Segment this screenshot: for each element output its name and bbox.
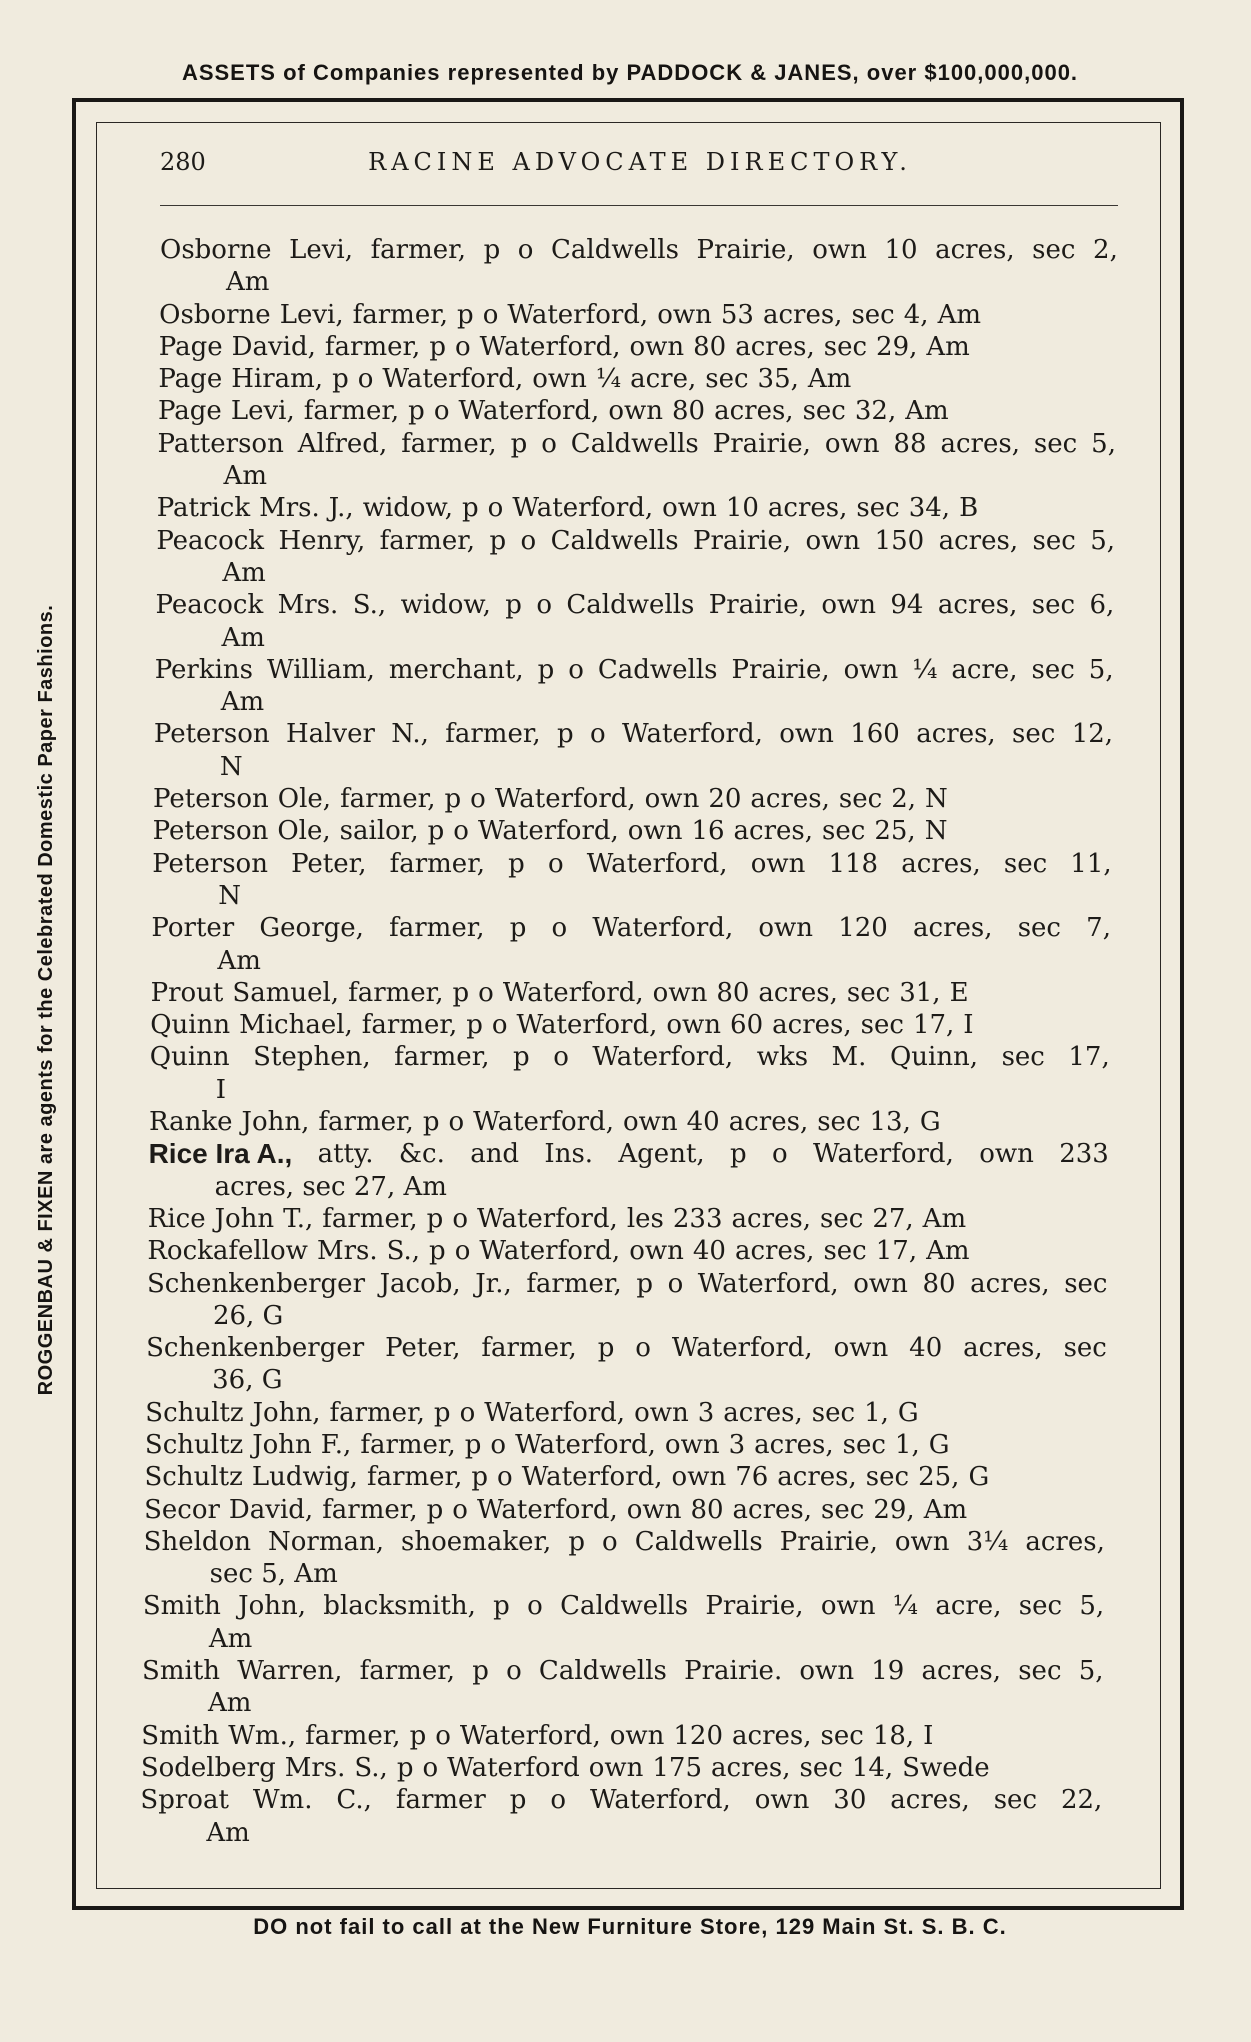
entry-continuation: Am <box>223 461 267 492</box>
entry-continuation: Am <box>208 1623 253 1654</box>
entry-continuation: sec 5, Am <box>209 1559 338 1590</box>
entry-first-line: Peterson Halver N., farmer, p o Waterford, own 160 acres, sec 12, <box>153 719 1114 750</box>
entry-first-line: Peacock Mrs. S., widow, p o Caldwells Prairie, own 94 acres, sec 6, <box>155 590 1115 621</box>
entry-continuation: Am <box>221 622 265 653</box>
directory-entry <box>144 1461 1105 1493</box>
directory-entry <box>145 1429 1106 1461</box>
directory-entry <box>156 589 1115 654</box>
header-rule <box>160 205 1118 206</box>
entry-first-line: Peterson Ole, farmer, p o Waterford, own 20 acres, sec 2, N <box>153 784 948 815</box>
page-title: RACINE ADVOCATE DIRECTORY. <box>368 148 912 176</box>
directory-entry <box>153 783 1112 815</box>
entry-first-line: Peterson Ole, sailor, p o Waterford, own 16 acres, sec 25, N <box>152 816 948 847</box>
top-advertisement: ASSETS of Companies represented by PADDOCK & JANES, over $100,000,000. <box>181 60 1079 85</box>
entry-first-line: Page David, farmer, p o Waterford, own 80 acres, sec 29, Am <box>158 331 970 362</box>
directory-entry <box>158 363 1116 395</box>
page-number: 280 <box>160 148 206 176</box>
entry-continuation: 26, G <box>212 1300 284 1331</box>
entry-first-line: Ranke John, farmer, p o Waterford, own 40 acres, sec 13, G <box>148 1107 941 1138</box>
directory-entry <box>158 395 1116 427</box>
directory-entry <box>140 1784 1102 1849</box>
entry-continuation: 36, G <box>212 1365 283 1396</box>
directory-entry <box>150 1009 1110 1041</box>
directory-entry <box>153 815 1112 847</box>
directory-entry <box>147 1268 1108 1333</box>
entry-first-line: Peacock Henry, farmer, p o Caldwells Prairie, own 150 acres, sec 5, <box>156 525 1116 556</box>
side-advertisement: ROGGENBAU & FIXEN are agents for the Celebrated Domestic Paper Fashions. <box>35 604 57 1396</box>
entry-first-line: Porter George, farmer, p o Waterford, own 120 acres, sec 7, <box>151 913 1111 944</box>
directory-entry <box>151 977 1111 1009</box>
directory-entry <box>158 428 1116 493</box>
bottom-advertisement: DO not fail to call at the New Furniture Store, 129 Main St. S. B. C. <box>253 1914 1007 1939</box>
entry-continuation: Am <box>222 557 266 588</box>
entry-first-line: Rockafellow Mrs. S., p o Waterford, own 40 acres, sec 17, Am <box>147 1236 970 1267</box>
entry-first-line: Peterson Peter, farmer, p o Waterford, own 118 acres, sec 11, <box>152 848 1112 879</box>
directory-entry <box>145 1397 1106 1429</box>
running-head <box>160 148 1120 188</box>
directory-entry <box>143 1590 1104 1655</box>
entry-continuation: Am <box>208 1688 252 1719</box>
directory-entry <box>149 1138 1109 1203</box>
directory-listing <box>0 234 1251 1849</box>
directory-entry <box>146 1332 1107 1397</box>
directory-entry <box>150 1041 1110 1106</box>
directory-entry <box>152 848 1112 913</box>
entry-first-line: Schultz John, farmer, p o Waterford, own 3 acres, sec 1, G <box>145 1397 919 1428</box>
directory-entry <box>160 234 1118 299</box>
entry-first-line: Perkins William, merchant, p o Cadwells Prairie, own ¼ acre, sec 5, <box>154 654 1114 685</box>
directory-entry <box>157 492 1116 524</box>
directory-entry <box>154 718 1113 783</box>
entry-first-line: Schultz John F., farmer, p o Waterford, own 3 acres, sec 1, G <box>144 1429 950 1460</box>
entry-first-line: Secor David, farmer, p o Waterford, own 80 acres, sec 29, Am <box>144 1494 968 1525</box>
entry-first-line: Page Hiram, p o Waterford, own ¼ acre, sec 35, Am <box>158 364 852 395</box>
entry-bold-name: Rice Ira A., <box>148 1138 293 1170</box>
entry-continuation: Am <box>226 267 270 298</box>
entry-first-line: Rice John T., farmer, p o Waterford, les 233 acres, sec 27, Am <box>147 1203 967 1234</box>
directory-entry <box>141 1720 1103 1752</box>
entry-first-line: Prout Samuel, farmer, p o Waterford, own 80 acres, sec 31, E <box>150 977 969 1008</box>
directory-entry <box>148 1203 1108 1235</box>
entry-first-line: Patterson Alfred, farmer, p o Caldwells Prairie, own 88 acres, sec 5, <box>157 428 1116 459</box>
entry-continuation: Am <box>220 687 265 718</box>
entry-continuation: N <box>218 880 241 911</box>
entry-first-line: Smith John, blacksmith, p o Caldwells Prairie, own ¼ acre, sec 5, <box>142 1591 1105 1622</box>
entry-first-line: Schultz Ludwig, farmer, p o Waterford, own 76 acres, sec 25, G <box>144 1462 990 1493</box>
entry-first-line: Patrick Mrs. J., widow, p o Waterford, own 10 acres, sec 34, B <box>156 493 979 524</box>
entry-continuation: I <box>215 1074 227 1105</box>
entry-continuation: Am <box>206 1817 250 1848</box>
entry-first-line: Smith Warren, farmer, p o Caldwells Prairie. own 19 acres, sec 5, <box>142 1656 1104 1687</box>
entry-first-line: Sodelberg Mrs. S., p o Waterford own 175 acres, sec 14, Swede <box>140 1752 990 1783</box>
entry-first-line: Schenkenberger Peter, farmer, p o Waterford, own 40 acres, sec <box>146 1333 1107 1364</box>
entry-continuation: N <box>219 751 243 782</box>
entry-continuation: Am <box>217 945 261 976</box>
entry-first-line: Schenkenberger Jacob, Jr., farmer, p o Waterford, own 80 acres, sec <box>146 1268 1108 1299</box>
entry-first-line: Quinn Michael, farmer, p o Waterford, own 60 acres, sec 17, I <box>150 1010 974 1041</box>
directory-entry <box>159 331 1117 363</box>
directory-entry <box>155 654 1114 719</box>
directory-entry <box>144 1526 1105 1591</box>
entry-first-line: Osborne Levi, farmer, p o Caldwells Prairie, own 10 acres, sec 2, <box>160 235 1118 265</box>
entry-continuation: acres, sec 27, Am <box>214 1171 447 1202</box>
directory-entry <box>144 1494 1105 1526</box>
directory-entry <box>141 1752 1103 1784</box>
directory-entry <box>147 1235 1108 1267</box>
entry-first-line: Sheldon Norman, shoemaker, p o Caldwells Prairie, own 3¼ acres, <box>143 1526 1105 1557</box>
entry-first-line: Sproat Wm. C., farmer p o Waterford, own 30 acres, sec 22, <box>140 1785 1103 1816</box>
directory-entry <box>149 1106 1109 1138</box>
entry-first-line: Osborne Levi, farmer, p o Waterford, own 53 acres, sec 4, Am <box>159 299 981 330</box>
directory-entry <box>151 912 1111 977</box>
entry-first-line: Smith Wm., farmer, p o Waterford, own 120 acres, sec 18, I <box>141 1720 934 1751</box>
entry-first-line: Rice Ira A., atty. &c. and Ins. Agent, p o Waterford, own 233 <box>148 1138 1109 1170</box>
directory-entry <box>156 525 1115 590</box>
directory-entry <box>159 299 1117 331</box>
entry-first-line: Quinn Stephen, farmer, p o Waterford, wks M. Quinn, sec 17, <box>149 1042 1110 1073</box>
entry-first-line: Page Levi, farmer, p o Waterford, own 80 acres, sec 32, Am <box>157 396 949 427</box>
directory-entry <box>142 1655 1104 1720</box>
